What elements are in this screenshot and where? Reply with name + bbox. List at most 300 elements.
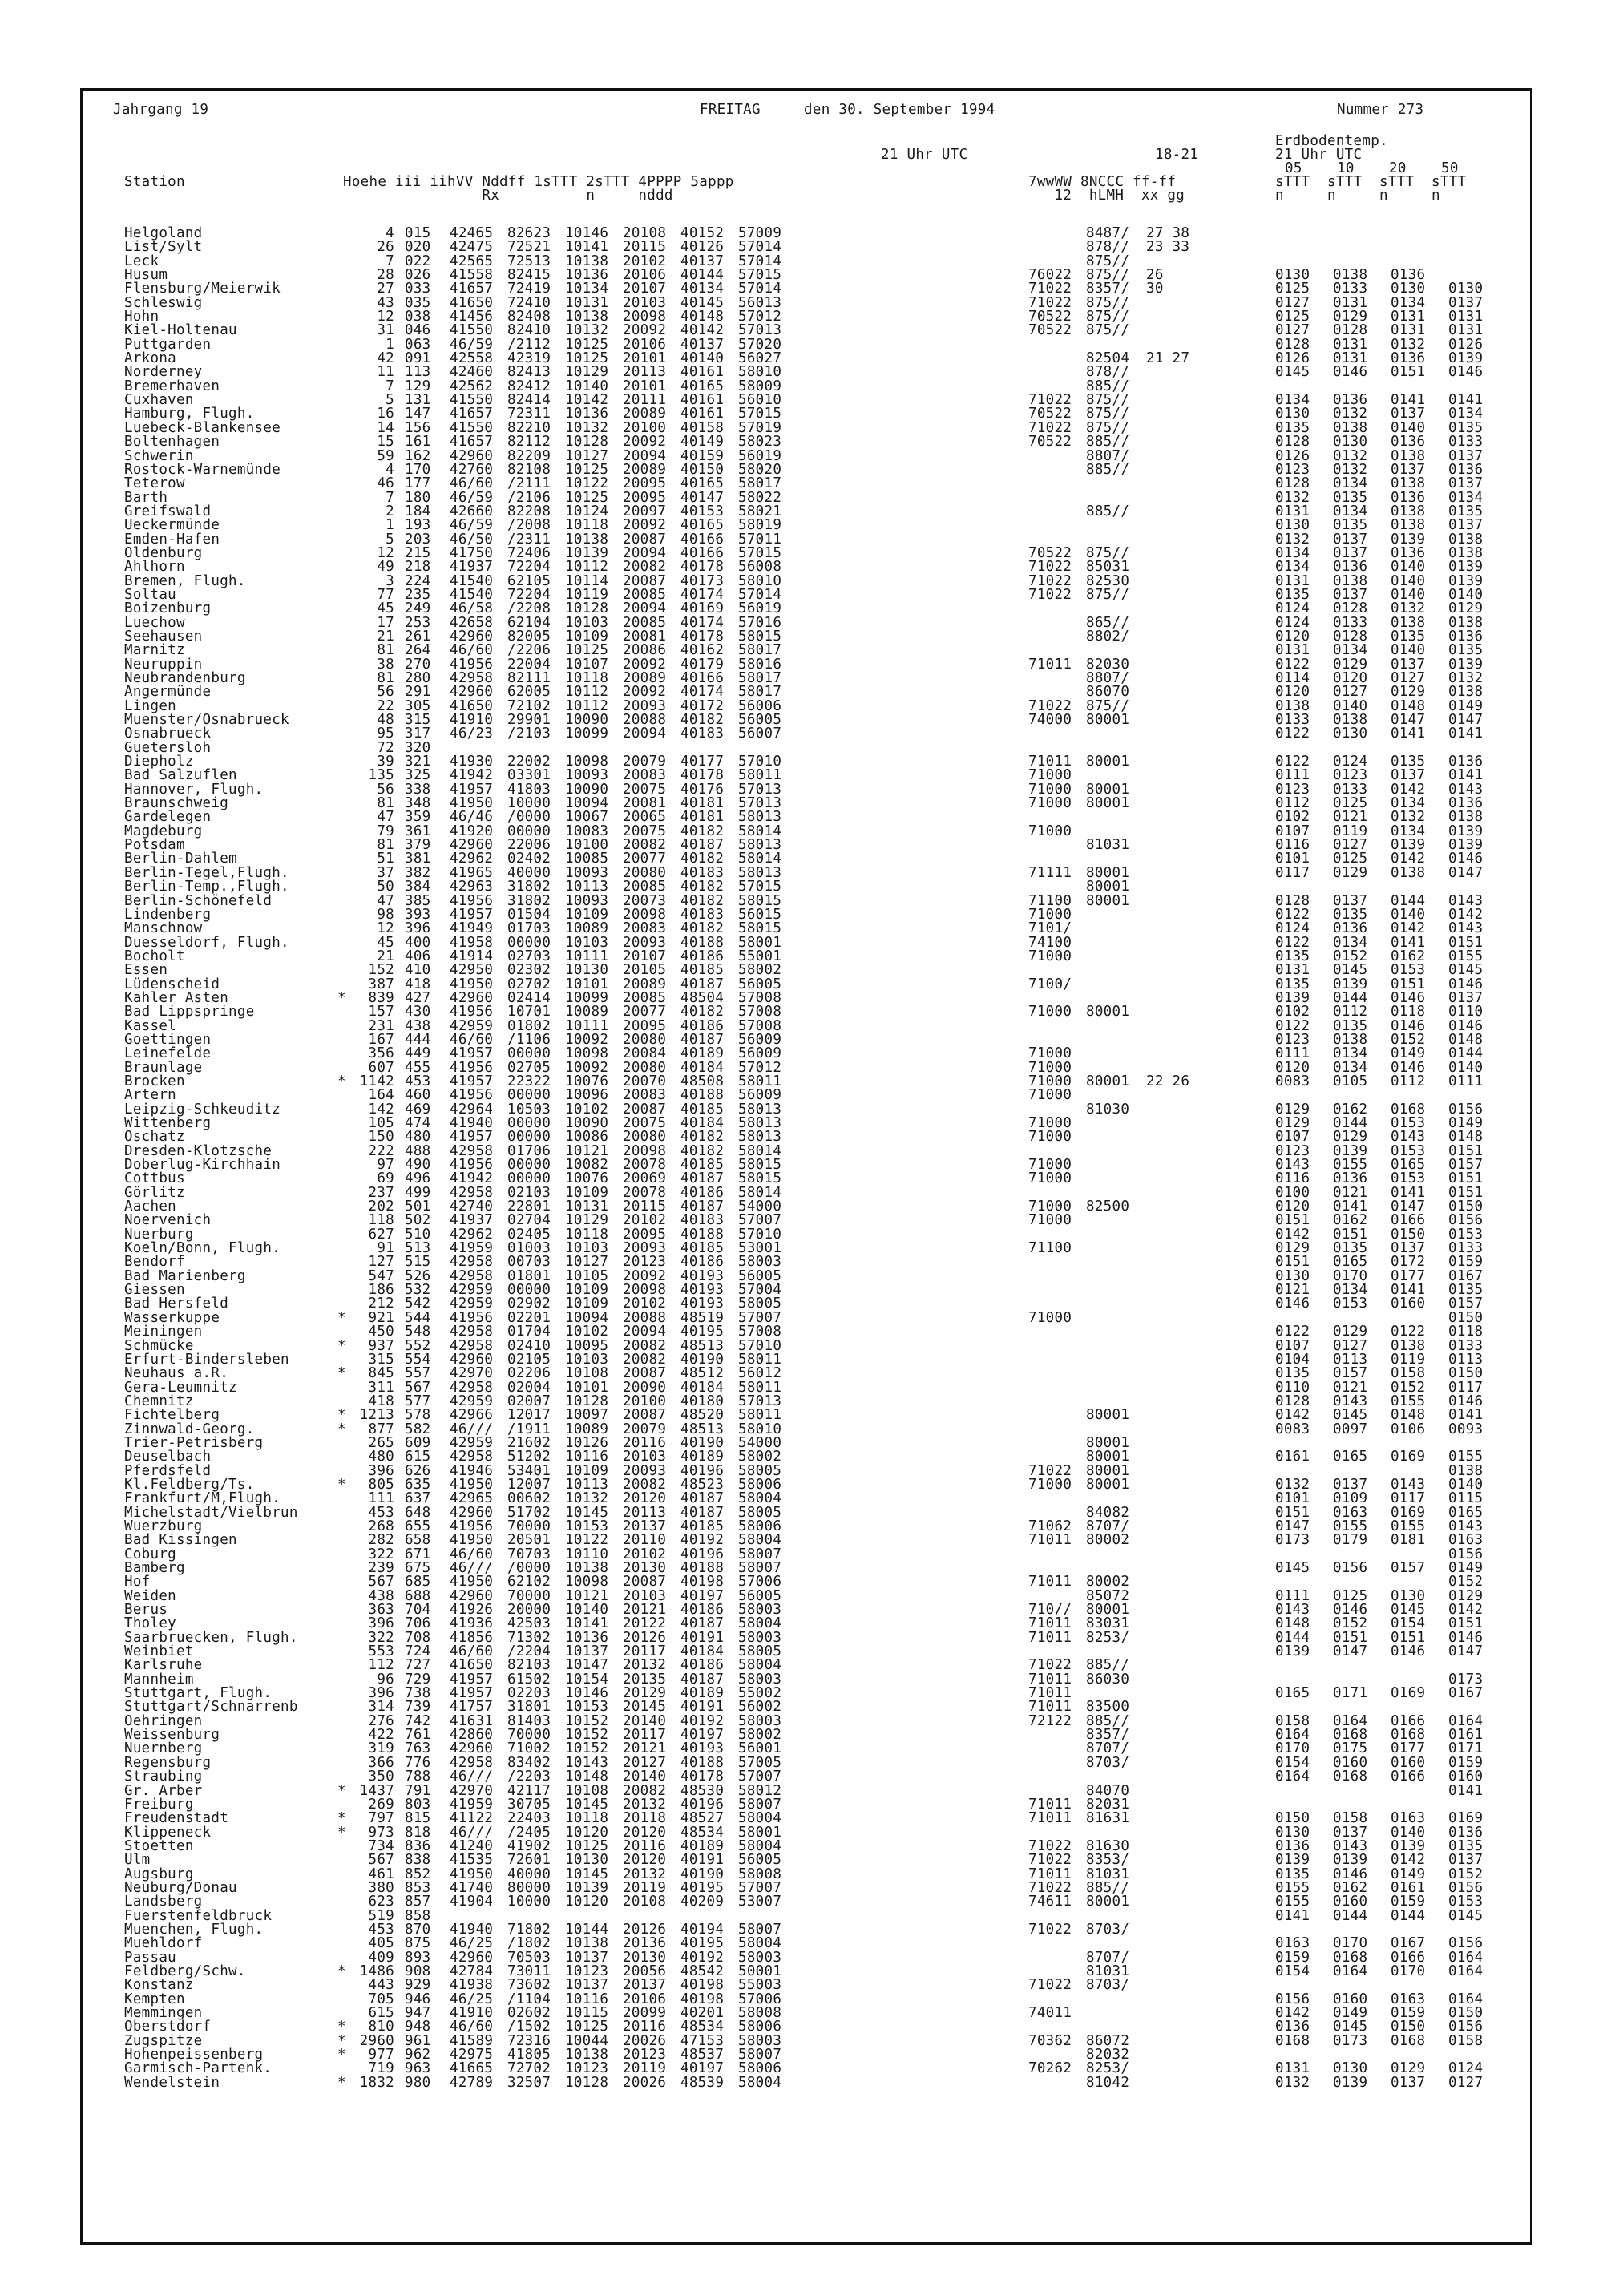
pressure: 40193 xyxy=(680,1740,725,1757)
table-row xyxy=(83,727,1530,741)
soil-10: 0155 xyxy=(1333,1157,1368,1174)
station-name: Mannheim xyxy=(124,1671,194,1688)
height: 12 xyxy=(377,544,394,561)
temp-1s: 10121 xyxy=(565,1142,609,1159)
cloud-code: 81631 xyxy=(1086,1810,1130,1827)
pressure: 48513 xyxy=(680,1337,725,1354)
soil-20: 0142 xyxy=(1391,1852,1426,1869)
temp-2s: 20090 xyxy=(623,1379,667,1396)
pressure: 40182 xyxy=(680,879,725,895)
soil-10: 0151 xyxy=(1333,1226,1368,1243)
soil-05: 0124 xyxy=(1275,614,1310,631)
temp-2s: 20135 xyxy=(623,1671,667,1688)
station-name: Greifswald xyxy=(124,503,212,519)
tendency: 58011 xyxy=(738,1379,782,1396)
pressure: 40198 xyxy=(680,1977,725,1994)
alpine-marker: * xyxy=(337,1421,346,1437)
height: 396 xyxy=(368,1615,394,1632)
station-id: 499 xyxy=(405,1184,431,1201)
iihvv: 41657 xyxy=(450,406,494,422)
soil-05: 0132 xyxy=(1275,531,1310,548)
nddff: /1104 xyxy=(507,1991,551,2007)
soil-20: 0138 xyxy=(1391,447,1426,464)
pressure: 40183 xyxy=(680,906,725,923)
pressure: 40191 xyxy=(680,1699,725,1716)
tendency: 57015 xyxy=(738,879,782,895)
table-row xyxy=(83,825,1530,839)
soil-10: 0129 xyxy=(1333,1129,1368,1146)
nddff: 02203 xyxy=(507,1685,551,1702)
iihvv: 41650 xyxy=(450,697,494,714)
soil-05: 0122 xyxy=(1275,1017,1310,1034)
table-row xyxy=(83,1782,1530,1799)
soil-10: 0144 xyxy=(1333,1907,1368,1924)
soil-05: 0135 xyxy=(1275,586,1310,603)
iihvv: 41956 xyxy=(450,656,494,673)
station-id: 460 xyxy=(405,1087,431,1104)
table-row xyxy=(83,1462,1530,1479)
weather-code: 71011 xyxy=(1028,1796,1072,1813)
cloud-code: 878// xyxy=(1086,239,1130,256)
tendency: 54000 xyxy=(738,1434,782,1451)
soil-10: 0138 xyxy=(1333,572,1368,589)
station-id: 235 xyxy=(405,586,431,603)
temp-1s: 10118 xyxy=(565,1810,609,1827)
soil-50: 0156 xyxy=(1448,1546,1484,1562)
tendency: 58006 xyxy=(738,1476,782,1493)
table-row xyxy=(83,419,1530,436)
station-id: 980 xyxy=(405,2074,431,2091)
nddff: 72406 xyxy=(507,544,551,561)
soil-20: 0166 xyxy=(1391,1712,1426,1729)
temp-1s: 10138 xyxy=(565,2047,609,2064)
soil-50: 0160 xyxy=(1448,1768,1484,1785)
iihvv: 41589 xyxy=(450,2032,494,2049)
tendency: 58015 xyxy=(738,628,782,645)
station-id: 193 xyxy=(405,517,431,534)
tendency: 58011 xyxy=(738,1351,782,1368)
table-row xyxy=(83,1770,1530,1784)
table-row xyxy=(83,505,1530,519)
soil-05: 0107 xyxy=(1275,1129,1310,1146)
height: 5 xyxy=(386,531,394,548)
alpine-marker: * xyxy=(337,1476,346,1493)
nddff: 30705 xyxy=(507,1796,551,1813)
temp-2s: 20105 xyxy=(623,962,667,979)
soil-20: 0146 xyxy=(1391,1017,1426,1034)
soil-50: 0150 xyxy=(1448,1365,1484,1382)
table-row xyxy=(83,407,1530,421)
station-name: Giessen xyxy=(124,1282,185,1299)
iihvv: 41959 xyxy=(450,1240,494,1257)
soil-05: 0125 xyxy=(1275,281,1310,297)
station-name: Bad Salzuflen xyxy=(124,767,237,784)
weather-code: 71011 xyxy=(1028,754,1072,770)
station-name: Wuerzburg xyxy=(124,1518,203,1534)
station-id: 648 xyxy=(405,1504,431,1521)
temp-1s: 10143 xyxy=(565,1754,609,1771)
table-row xyxy=(83,864,1530,881)
iihvv: 42970 xyxy=(450,1365,494,1382)
temp-1s: 10140 xyxy=(565,1602,609,1619)
soil-50: 0138 xyxy=(1448,809,1484,826)
iihvv: 42960 xyxy=(450,1949,494,1966)
soil-20: 0131 xyxy=(1391,309,1426,325)
tendency: 58005 xyxy=(738,1504,782,1521)
cloud-code: 86072 xyxy=(1086,2032,1130,2049)
temp-1s: 10122 xyxy=(565,475,609,492)
cloud-code: 80001 xyxy=(1086,1476,1130,1493)
soil-05: 0111 xyxy=(1275,767,1310,784)
soil-20: 0160 xyxy=(1391,1296,1426,1312)
temp-2s: 20120 xyxy=(623,1490,667,1507)
soil-05: 0156 xyxy=(1275,1991,1310,2007)
soil-20: 0146 xyxy=(1391,1643,1426,1660)
iihvv: 41940 xyxy=(450,1115,494,1131)
height: 79 xyxy=(377,823,394,839)
soil-10: 0137 xyxy=(1333,586,1368,603)
pressure: 40142 xyxy=(680,322,725,339)
soil-50: 0142 xyxy=(1448,1602,1484,1619)
height: 3 xyxy=(386,572,394,589)
soil-05: 0154 xyxy=(1275,1963,1310,1979)
weather-code: 71022 xyxy=(1028,281,1072,297)
soil-20: 0161 xyxy=(1391,1879,1426,1896)
pressure: 48519 xyxy=(680,1309,725,1326)
pressure: 48520 xyxy=(680,1407,725,1424)
station-name: Diepholz xyxy=(124,754,194,770)
tendency: 57013 xyxy=(738,1393,782,1409)
table-row xyxy=(83,1756,1530,1770)
table-row xyxy=(83,630,1530,644)
station-id: 156 xyxy=(405,419,431,436)
temp-2s: 20087 xyxy=(623,572,667,589)
tendency: 58016 xyxy=(738,656,782,673)
temp-1s: 10111 xyxy=(565,1017,609,1034)
station-name: Hof xyxy=(124,1574,151,1591)
soil-50: 0146 xyxy=(1448,1393,1484,1409)
soil-10: 0153 xyxy=(1333,1296,1368,1312)
soil-20: 0145 xyxy=(1391,1602,1426,1619)
cloud-code: 8707/ xyxy=(1086,1518,1130,1534)
soil-10: 0160 xyxy=(1333,1894,1368,1910)
station-name: Freiburg xyxy=(124,1796,194,1813)
station-name: Fichtelberg xyxy=(124,1407,220,1424)
weather-code: 71000 xyxy=(1028,1129,1072,1146)
cloud-code: 8703/ xyxy=(1086,1754,1130,1771)
tendency: 55003 xyxy=(738,1977,782,1994)
station-id: 870 xyxy=(405,1921,431,1938)
iihvv: 42475 xyxy=(450,239,494,256)
soil-50: 0140 xyxy=(1448,586,1484,603)
table-row xyxy=(83,394,1530,407)
station-id: 184 xyxy=(405,503,431,519)
height: 356 xyxy=(368,1045,394,1062)
station-id: 658 xyxy=(405,1532,431,1549)
iihvv: 42740 xyxy=(450,1199,494,1215)
temp-1s: 10134 xyxy=(565,281,609,297)
station-name: Muenster/Osnabrueck xyxy=(124,712,289,729)
station-id: 836 xyxy=(405,1837,431,1854)
station-name: Straubing xyxy=(124,1768,203,1785)
soil-10: 0134 xyxy=(1333,475,1368,492)
soil-20: 0153 xyxy=(1391,1142,1426,1159)
pressure: 40185 xyxy=(680,1157,725,1174)
station-name: Norderney xyxy=(124,364,203,381)
nddff: 80000 xyxy=(507,1879,551,1896)
iihvv: 41957 xyxy=(450,1685,494,1702)
station-name: Bad Lippspringe xyxy=(124,1004,255,1021)
iihvv: 41949 xyxy=(450,920,494,937)
soil-10: 0170 xyxy=(1333,1267,1368,1284)
table-row xyxy=(83,1534,1530,1547)
nddff: /2103 xyxy=(507,726,551,742)
soil-05: 0102 xyxy=(1275,809,1310,826)
table-row xyxy=(83,658,1530,672)
iihvv: 42950 xyxy=(450,962,494,979)
iihvv: 41550 xyxy=(450,419,494,436)
soil-50: 0133 xyxy=(1448,1240,1484,1257)
soil-50: 0150 xyxy=(1448,2005,1484,2021)
tendency: 58019 xyxy=(738,517,782,534)
pressure: 40137 xyxy=(680,336,725,353)
pressure: 40161 xyxy=(680,406,725,422)
cloud-code: 8357/ xyxy=(1086,1727,1130,1744)
nddff: 83402 xyxy=(507,1754,551,1771)
nddff: 42319 xyxy=(507,350,551,367)
soil-20: 0149 xyxy=(1391,1045,1426,1062)
temp-1s: 10127 xyxy=(565,447,609,464)
temp-1s: 10109 xyxy=(565,1296,609,1312)
soil-05: 0127 xyxy=(1275,322,1310,339)
soil-05: 0134 xyxy=(1275,559,1310,576)
iihvv: 46/59 xyxy=(450,489,494,506)
station-name: Hamburg, Flugh. xyxy=(124,406,255,422)
iihvv: 41958 xyxy=(450,934,494,951)
temp-1s: 10123 xyxy=(565,1963,609,1979)
height: 5 xyxy=(386,392,394,409)
alpine-marker: * xyxy=(337,1073,346,1089)
soil-20: 0136 xyxy=(1391,489,1426,506)
pressure: 40159 xyxy=(680,447,725,464)
tendency: 58007 xyxy=(738,1560,782,1576)
table-row xyxy=(83,477,1530,491)
soil-05: 0154 xyxy=(1275,1754,1310,1771)
temp-1s: 10119 xyxy=(565,586,609,603)
soil-10: 0137 xyxy=(1333,892,1368,909)
pressure: 40173 xyxy=(680,572,725,589)
soil-50: 0136 xyxy=(1448,754,1484,770)
pressure: 40189 xyxy=(680,1837,725,1854)
station-id: 474 xyxy=(405,1115,431,1131)
iihvv: 42959 xyxy=(450,1017,494,1034)
soil-20: 0138 xyxy=(1391,475,1426,492)
nddff: 29901 xyxy=(507,712,551,729)
weather-code: 71000 xyxy=(1028,1059,1072,1076)
pressure: 40166 xyxy=(680,544,725,561)
height: 2 xyxy=(386,503,394,519)
soil-20: 0153 xyxy=(1391,1115,1426,1131)
pressure: 48534 xyxy=(680,2019,725,2035)
table-row xyxy=(83,1089,1530,1102)
pressure: 40180 xyxy=(680,1393,725,1409)
soil-10: 0136 xyxy=(1333,559,1368,576)
nddff: 41902 xyxy=(507,1837,551,1854)
table-row xyxy=(83,519,1530,532)
temp-1s: 10137 xyxy=(565,1977,609,1994)
temp-2s: 20099 xyxy=(623,2005,667,2021)
temp-2s: 20088 xyxy=(623,712,667,729)
weather-code: 71011 xyxy=(1028,1671,1072,1688)
soil-05: 0083 xyxy=(1275,1073,1310,1089)
table-row xyxy=(83,697,1530,714)
station-heading: Station xyxy=(124,174,185,190)
soil-10: 0139 xyxy=(1333,2074,1368,2091)
cloud-code: 80001 xyxy=(1086,712,1130,729)
weather-code: 71000 xyxy=(1028,1157,1072,1174)
tendency: 57014 xyxy=(738,586,782,603)
soil-05: 0132 xyxy=(1275,1476,1310,1493)
nddff: 82111 xyxy=(507,670,551,686)
tendency: 57013 xyxy=(738,322,782,339)
temp-2s: 20117 xyxy=(623,1643,667,1660)
height: 26 xyxy=(377,239,394,256)
temp-2s: 20086 xyxy=(623,642,667,659)
pressure: 40189 xyxy=(680,1449,725,1465)
temp-2s: 20130 xyxy=(623,1949,667,1966)
station-name: Duesseldorf, Flugh. xyxy=(124,934,289,951)
soil-20: 0169 xyxy=(1391,1449,1426,1465)
height: 547 xyxy=(368,1267,394,1284)
station-id: 671 xyxy=(405,1546,431,1562)
station-id: 513 xyxy=(405,1240,431,1257)
station-name: Stuttgart, Flugh. xyxy=(124,1685,273,1702)
cloud-code: 80001 xyxy=(1086,795,1130,812)
height: 95 xyxy=(377,726,394,742)
soil-50: 0159 xyxy=(1448,1254,1484,1271)
table-row xyxy=(83,1868,1530,1882)
soil-05: 0111 xyxy=(1275,1045,1310,1062)
soil-05: 0144 xyxy=(1275,1629,1310,1646)
pressure: 48512 xyxy=(680,1365,725,1382)
station-id: 908 xyxy=(405,1963,431,1979)
temp-2s: 20102 xyxy=(623,1296,667,1312)
station-id: 544 xyxy=(405,1309,431,1326)
table-row xyxy=(83,447,1530,464)
station-id: 727 xyxy=(405,1657,431,1674)
temp-1s: 10136 xyxy=(565,1629,609,1646)
tendency: 57014 xyxy=(738,281,782,297)
table-row xyxy=(83,852,1530,866)
tendency: 58013 xyxy=(738,1129,782,1146)
table-row xyxy=(83,1409,1530,1422)
soil-10: 0132 xyxy=(1333,461,1368,478)
station-name: Freudenstadt xyxy=(124,1810,229,1827)
temp-1s: 10138 xyxy=(565,1935,609,1952)
temp-1s: 10145 xyxy=(565,1504,609,1521)
iihvv: 41540 xyxy=(450,586,494,603)
soil-utc-heading: 21 Uhr UTC xyxy=(1275,147,1363,163)
pressure: 40153 xyxy=(680,503,725,519)
soil-10: 0127 xyxy=(1333,1337,1368,1354)
weather-code: 71000 xyxy=(1028,1045,1072,1062)
tendency: 58010 xyxy=(738,1421,782,1437)
tendency: 56005 xyxy=(738,712,782,729)
pressure: 40186 xyxy=(680,1657,725,1674)
height: 11 xyxy=(377,364,394,381)
soil-20: 0134 xyxy=(1391,823,1426,839)
table-row xyxy=(83,1965,1530,1979)
temp-2s: 20123 xyxy=(623,2047,667,2064)
soil-50: 0139 xyxy=(1448,572,1484,589)
station-id: 379 xyxy=(405,837,431,854)
temp-1s: 10093 xyxy=(565,767,609,784)
nddff: 62005 xyxy=(507,684,551,701)
table-row xyxy=(83,2020,1530,2034)
temp-2s: 20078 xyxy=(623,1184,667,1201)
station-id: 791 xyxy=(405,1782,431,1799)
nddff: 02402 xyxy=(507,851,551,867)
station-name: Oberstdorf xyxy=(124,2019,212,2035)
height: 350 xyxy=(368,1768,394,1785)
height: 921 xyxy=(368,1309,394,1326)
nddff: 02302 xyxy=(507,962,551,979)
iihvv: 46/60 xyxy=(450,475,494,492)
station-id: 022 xyxy=(405,253,431,269)
soil-50: 0146 xyxy=(1448,1017,1484,1034)
pressure: 40176 xyxy=(680,781,725,798)
soil-20: 0138 xyxy=(1391,503,1426,519)
soil-10: 0171 xyxy=(1333,1685,1368,1702)
table-row xyxy=(83,908,1530,922)
station-id: 430 xyxy=(405,1004,431,1021)
iihvv: 42958 xyxy=(450,1379,494,1396)
temp-2s: 20077 xyxy=(623,1004,667,1021)
nddff: 73011 xyxy=(507,1963,551,1979)
table-row xyxy=(83,282,1530,296)
station-name: Dresden-Klotzsche xyxy=(124,1142,273,1159)
height: 265 xyxy=(368,1434,394,1451)
soil-20: 0147 xyxy=(1391,712,1426,729)
station-id: 427 xyxy=(405,989,431,1006)
nddff: /2106 xyxy=(507,489,551,506)
temp-1s: 10153 xyxy=(565,1699,609,1716)
nddff: 72204 xyxy=(507,586,551,603)
table-row xyxy=(83,2062,1530,2076)
table-row xyxy=(83,2007,1530,2020)
wind-gust: 23 33 xyxy=(1146,239,1190,256)
height: 4 xyxy=(386,225,394,241)
cloud-code: 80001 xyxy=(1086,892,1130,909)
tendency: 58004 xyxy=(738,1532,782,1549)
soil-50: 0137 xyxy=(1448,989,1484,1006)
station-name: Essen xyxy=(124,962,168,979)
soil-50: 0153 xyxy=(1448,1894,1484,1910)
soil-05: 0111 xyxy=(1275,1587,1310,1604)
soil-20: 0122 xyxy=(1391,1324,1426,1340)
soil-50: 0136 xyxy=(1448,1824,1484,1841)
pressure: 40187 xyxy=(680,1504,725,1521)
tendency: 58011 xyxy=(738,767,782,784)
nddff: 01504 xyxy=(507,906,551,923)
station-id: 858 xyxy=(405,1907,431,1924)
wind-gust: 26 xyxy=(1146,267,1164,284)
soil-05: 0135 xyxy=(1275,1866,1310,1882)
nddff: 02007 xyxy=(507,1393,551,1409)
height: 396 xyxy=(368,1685,394,1702)
nddff: 00000 xyxy=(507,1129,551,1146)
table-row xyxy=(83,1061,1530,1075)
